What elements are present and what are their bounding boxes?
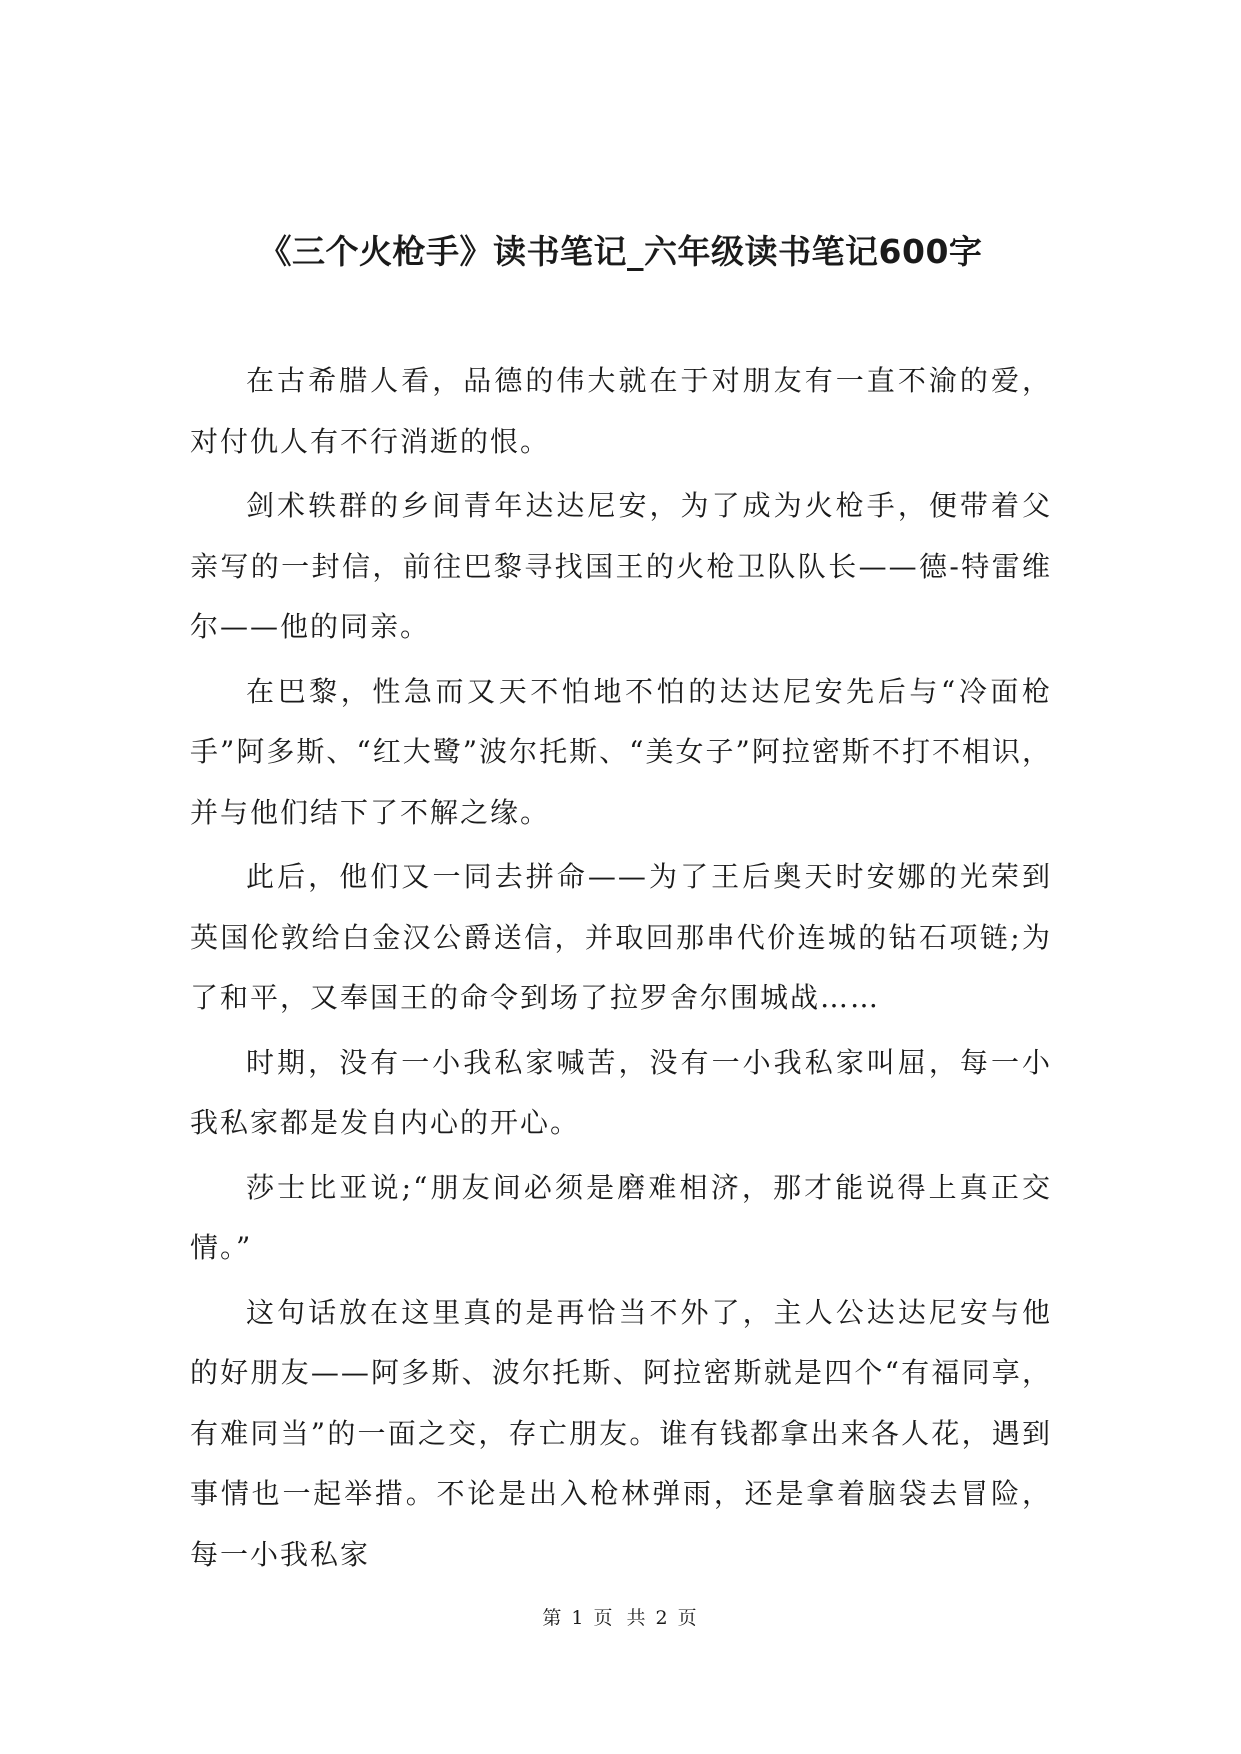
paragraph: 在古希腊人看，品德的伟大就在于对朋友有一直不渝的爱，对付仇人有不行消逝的恨。 (190, 364, 1052, 458)
page-title: 《三个火枪手》读书笔记_六年级读书笔记600字 (258, 232, 983, 271)
footer-total-pages: 2 (655, 1607, 670, 1629)
footer-suffix: 页 (677, 1607, 699, 1629)
paragraph: 剑术轶群的乡间青年达达尼安，为了成为火枪手，便带着父亲写的一封信，前往巴黎寻找国王的火枪卫队队长——德-特雷维尔——他的同亲。 (190, 489, 1052, 643)
paragraph: 此后，他们又一同去拼命——为了王后奥天时安娜的光荣到英国伦敦给白金汉公爵送信，并取回那串代价连城的钻石项链;为了和平，又奉国王的命令到场了拉罗舍尔围城战…… (190, 860, 1052, 1014)
paragraph: 这句话放在这里真的是再恰当不外了，主人公达达尼安与他的好朋友——阿多斯、波尔托斯、阿拉密斯就是四个“有福同享，有难同当”的一面之交，存亡朋友。谁有钱都拿出来各人花，遇到事情也一起举措。不论是出入枪林弹雨，还是拿着脑袋去冒险，每一小我私家 (190, 1295, 1052, 1571)
page-footer (0, 1603, 1241, 1630)
footer-middle: 页 共 (593, 1607, 648, 1629)
paragraph: 在巴黎，性急而又天不怕地不怕的达达尼安先后与“冷面枪手”阿多斯、“红大鹭”波尔托斯、“美女子”阿拉密斯不打不相识，并与他们结下了不解之缘。 (190, 674, 1052, 829)
footer-current-page: 1 (571, 1607, 586, 1629)
paragraph: 时期，没有一小我私家喊苦，没有一小我私家叫屈，每一小我私家都是发自内心的开心。 (190, 1045, 1052, 1139)
paragraph: 莎士比亚说;“朋友间必须是磨难相济，那才能说得上真正交情。” (190, 1170, 1052, 1264)
footer-prefix: 第 (542, 1607, 564, 1629)
document-body (190, 351, 1052, 1589)
